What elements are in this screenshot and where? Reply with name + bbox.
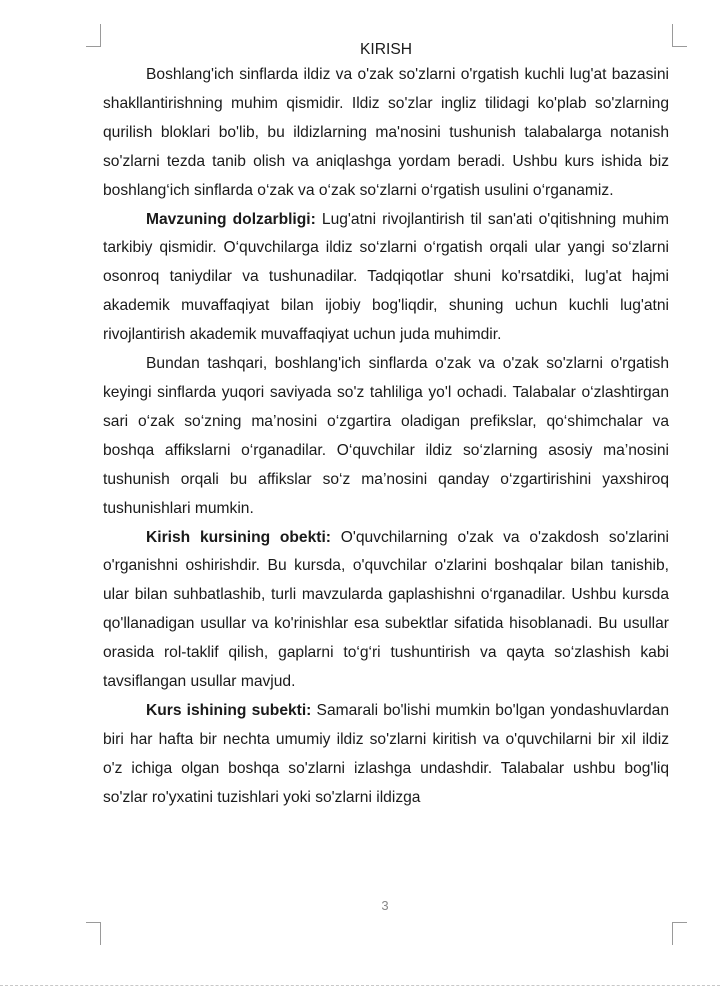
paragraph-heading: Mavzuning dolzarbligi:	[146, 210, 316, 228]
page-corner-mark-bottom-right	[672, 922, 687, 945]
paragraph-heading: Kurs ishining subekti:	[146, 701, 312, 719]
page-corner-mark-bottom-left	[86, 922, 101, 945]
page-corner-mark-top-left	[86, 24, 101, 47]
paragraph-text: O'quvchilarning o'zak va o'zakdosh so'zlarini o'rganishni oshirishdir. Bu kursda, o'quvchilar o'zlarini boshqalar bilan tanishib, ular bilan suhbatlashib, turli mavzularda gaplashishni o‘rganadilar. Ushbu kursda qo'llanadigan usullar va ko'rinishlar esa subektlar sifatida hisoblanadi. Bu usullar orasida rol-taklif qilish, gaplarni to‘g‘ri tushuntirish va qayta so‘zlashish kabi tavsiflangan usullar mavjud.	[103, 528, 669, 691]
paragraph-text: Boshlang'ich sinflarda ildiz va o'zak so'zlarni o'rgatish kuchli lug'at bazasini shakllantirishning muhim qismidir. Ildiz so'zlar ingliz tilidagi ko'plab so'zlarning qurilish bloklari bo'lib, bu ildizlarning ma'nosini tushunish talabalarga notanish so'zlarni tezda tanib olish va aniqlashga yordam beradi. Ushbu kurs ishida biz boshlang‘ich sinflarda o‘zak va o‘zak so‘zlarni o‘rgatish usulini o‘rganamiz.	[103, 66, 669, 199]
paragraph-object	[103, 524, 669, 697]
paragraph-text: Lug'atni rivojlantirish til san'ati o'qitishning muhim tarkibiy qismidir. O‘quvchilarga ildiz so‘zlarni o‘rgatish orqali ular yangi so‘zlarni osonroq taniydilar va tushunadilar. Tadqiqotlar shuni ko'rsatdiki, lug'at hajmi akademik muvaffaqiyat bilan ijobiy bog'liqdir, shuning uchun kuchli lug'atni rivojlantirish akademik muvaffaqiyat uchun juda muhimdir.	[103, 210, 669, 344]
page-break-divider	[0, 985, 720, 986]
page-corner-mark-top-right	[672, 24, 687, 47]
paragraph-subject	[103, 697, 669, 813]
paragraph-relevance	[103, 206, 669, 351]
page-number: 3	[381, 898, 389, 913]
document-title: KIRISH	[360, 41, 412, 58]
paragraph-text: Bundan tashqari, boshlang'ich sinflarda o'zak va o'zak so'zlarni o'rgatish keyingi sinflarda yuqori saviyada so'z tahliliga yo'l ochadi. Talabalar o‘zlashtirgan sari o‘zak so‘zning ma’nosini o‘zgartira oladigan prefikslar, qo‘shimchalar va boshqa affikslarni o‘rganadilar. O‘quvchilar ildiz so‘zlarning asosiy ma’nosini tushunish orqali bu affikslar so‘z ma’nosini qanday o‘zgartirishini yaxshiroq tushunishlari mumkin.	[103, 355, 669, 517]
paragraph-intro	[103, 61, 669, 206]
paragraph-text: Samarali bo'lishi mumkin bo'lgan yondashuvlardan biri har hafta bir nechta umumiy ildiz so'zlarni kiritish va o'quvchilarni bir xil ildiz o'z ichiga olgan boshqa so'zlarni izlashga undashdir. Talabalar ushbu bog'liq so'zlar ro'yxatini tuzishlari yoki so'zlarni ildizga	[103, 701, 670, 806]
document-page	[103, 39, 669, 813]
paragraph-additional	[103, 350, 669, 523]
paragraph-heading: Kirish kursining obekti:	[146, 528, 331, 546]
